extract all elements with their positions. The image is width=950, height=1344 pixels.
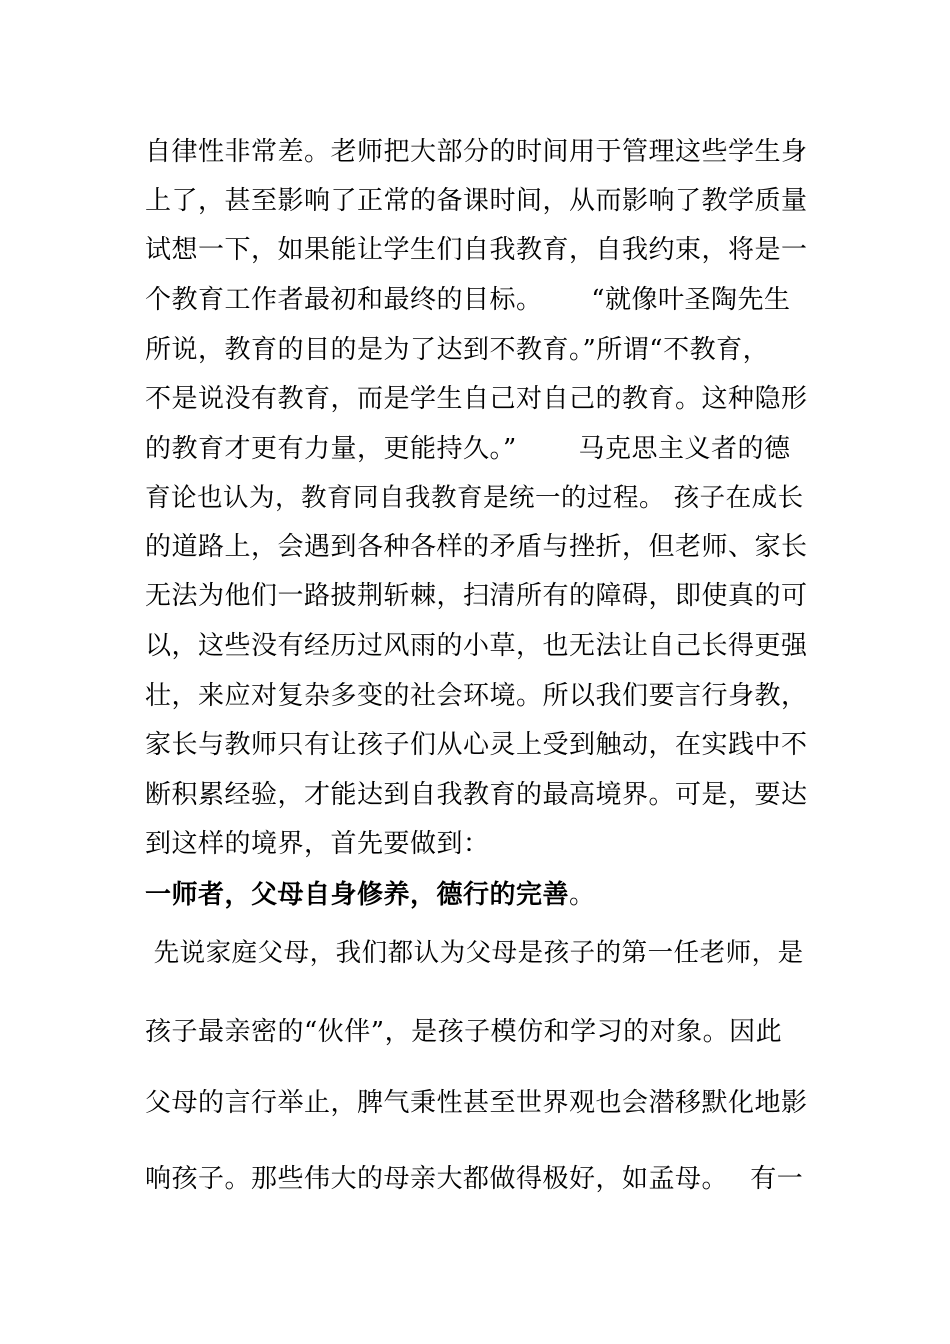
text-line-14: 断积累经验，才能达到自我教育的最高境界。可是，要达 — [145, 780, 808, 810]
text-line-19: 响孩子。那些伟大的母亲大都做得极好，如孟母。 有一 — [145, 1164, 804, 1194]
text-line-5: 所说，教育的目的是为了达到不教育。”所谓“不教育， — [145, 335, 770, 365]
section-heading-text: 一师者，父母自身修养，德行的完善 — [145, 880, 570, 910]
text-line-10: 无法为他们一路披荆斩棘，扫清所有的障碍，即使真的可 — [145, 581, 808, 611]
text-line-17: 孩子最亲密的“伙伴”，是孩子模仿和学习的对象。因此 — [145, 1017, 783, 1047]
text-line-2: 上了，甚至影响了正常的备课时间，从而影响了教学质量 — [145, 186, 808, 216]
section-heading — [145, 879, 810, 911]
section-heading-end: 。 — [569, 880, 596, 910]
text-line-8: 育论也认为，教育同自我教育是统一的过程。 孩子在成长 — [145, 483, 804, 513]
text-line-4: 个教育工作者最初和最终的目标。 “就像叶圣陶先生 — [145, 285, 791, 315]
text-line-18: 父母的言行举止，脾气秉性甚至世界观也会潜移默化地影 — [145, 1088, 808, 1118]
text-line-16: 先说家庭父母，我们都认为父母是孩子的第一任老师，是 — [145, 938, 804, 968]
text-line-11: 以，这些没有经历过风雨的小草，也无法让自己长得更强 — [145, 631, 808, 661]
text-line-13: 家长与教师只有让孩子们从心灵上受到触动，在实践中不 — [145, 730, 808, 760]
text-line-12: 壮，来应对复杂多变的社会环境。所以我们要言行身教， — [145, 681, 808, 711]
text-line-15: 到这样的境界，首先要做到： — [145, 829, 490, 859]
text-line-9: 的道路上，会遇到各种各样的矛盾与挫折，但老师、家长 — [145, 532, 808, 562]
text-line-6: 不是说没有教育，而是学生自己对自己的教育。这种隐形 — [145, 384, 808, 414]
text-line-1: 自律性非常差。老师把大部分的时间用于管理这些学生身 — [145, 137, 808, 167]
text-line-3: 试想一下，如果能让学生们自我教育，自我约束，将是一 — [145, 235, 808, 265]
text-line-7: 的教育才更有力量，更能持久。” 马克思主义者的德 — [145, 434, 791, 464]
